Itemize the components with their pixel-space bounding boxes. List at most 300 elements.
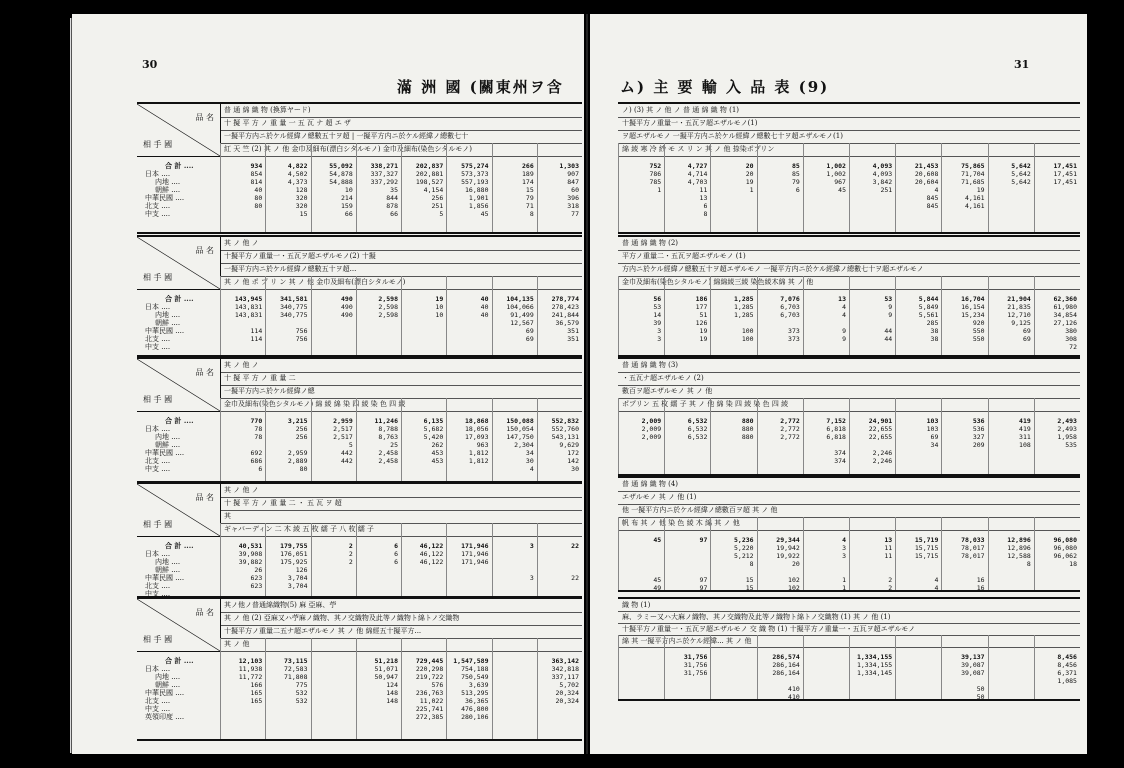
table-cell: 15 <box>299 210 308 218</box>
table-cell: 30 <box>525 457 534 465</box>
table-row-label: 内地 .... <box>155 558 181 566</box>
table-cell <box>849 685 892 693</box>
table-cell: 15 <box>745 576 754 584</box>
table-cell: 2,772 <box>780 425 800 433</box>
table-cell: 8,788 <box>378 425 398 433</box>
table-cell <box>941 210 984 218</box>
table-cell: 351 <box>567 335 579 343</box>
table-cell: 102 <box>788 576 800 584</box>
table-cell: 85 <box>791 162 800 170</box>
table-value-column <box>895 536 938 592</box>
table-cell <box>895 685 938 693</box>
table-value-column <box>803 653 846 709</box>
table-cell: 692 <box>250 449 263 457</box>
table-value-column <box>537 295 579 351</box>
table-cell: 143,831 <box>234 303 263 311</box>
table-cell: 2,009 <box>641 433 662 441</box>
table-cell <box>757 319 800 327</box>
table-cell: 2,959 <box>287 449 308 457</box>
table-value-column <box>710 417 753 473</box>
table-row-label: 朝鮮 .... <box>155 441 181 449</box>
table-cell: 36,365 <box>465 697 489 705</box>
table-cell: 1,285 <box>734 303 754 311</box>
table-cell <box>356 705 398 713</box>
table-value-column <box>849 653 892 709</box>
table-cell: 13 <box>884 536 893 544</box>
table-cell: 150,088 <box>506 417 534 425</box>
table-cell <box>446 465 488 473</box>
table-cell <box>618 685 661 693</box>
table-cell <box>492 657 534 665</box>
table-cell: 12,567 <box>510 319 534 327</box>
table-cell <box>664 677 707 685</box>
table-cell: 7,152 <box>826 417 846 425</box>
table-row-label: 日本 .... <box>145 550 171 558</box>
table-cell <box>895 449 938 457</box>
table-cell: 5,642 <box>1011 178 1031 186</box>
table-value-column <box>265 417 307 473</box>
table-value-column <box>803 417 846 473</box>
table-cell: 410 <box>788 693 800 701</box>
table-cell <box>803 685 846 693</box>
table-cell: 256 <box>295 433 308 441</box>
table-cell <box>988 701 1031 709</box>
table-cell <box>664 560 707 568</box>
table-cell: 262 <box>431 441 444 449</box>
table-cell: 2,772 <box>780 417 800 425</box>
table-cell <box>803 194 846 202</box>
table-cell: 341,581 <box>280 295 308 303</box>
table-cell: 374 <box>834 457 846 465</box>
table-value-column <box>446 542 488 598</box>
table-cell: 17,451 <box>1053 170 1077 178</box>
table-cell <box>401 335 443 343</box>
table-cell: 3,215 <box>287 417 308 425</box>
table-cell: 6 <box>258 465 263 473</box>
table-cell: 20,604 <box>914 178 939 186</box>
table-cell: 19 <box>699 327 708 335</box>
table-cell <box>356 327 398 335</box>
table-cell: 6,703 <box>780 311 800 319</box>
table-header-row <box>618 478 1080 492</box>
table-header-row <box>618 372 1080 386</box>
table-value-column <box>895 417 938 473</box>
table-cell <box>803 441 846 449</box>
table-cell: 179,755 <box>280 542 308 550</box>
table-cell <box>988 465 1031 473</box>
table-cell <box>941 560 984 568</box>
table-cell: 78 <box>254 425 263 433</box>
left-table-5 <box>137 597 582 741</box>
table-cell: 11,022 <box>419 697 444 705</box>
table-cell: 142 <box>567 457 579 465</box>
table-cell: 165 <box>250 697 263 705</box>
table-row-label: 中華民國 .... <box>145 194 185 202</box>
table-cell: 45 <box>838 186 846 194</box>
table-cell <box>446 582 488 590</box>
table-row-labels <box>137 542 220 598</box>
table-value-column <box>618 536 661 592</box>
table-cell <box>710 202 753 210</box>
table-cell <box>311 319 353 327</box>
table-cell <box>757 701 800 709</box>
table-cell: 27,126 <box>1053 319 1077 327</box>
table-cell: 967 <box>834 178 846 186</box>
table-value-column <box>988 295 1031 351</box>
table-cell <box>446 566 488 574</box>
table-cell: 2 <box>888 576 893 584</box>
table-cell: 126 <box>695 319 708 327</box>
table-cell: 6,818 <box>826 433 846 441</box>
table-cell: 17,093 <box>465 433 489 441</box>
table-cell <box>803 210 846 218</box>
table-cell: 96,062 <box>1053 552 1077 560</box>
table-value-column <box>311 542 353 598</box>
table-cell <box>710 457 753 465</box>
table-cell <box>803 661 846 669</box>
table-cell <box>895 669 938 677</box>
table-cell: 171,946 <box>461 550 489 558</box>
table-header-text: 其 ノ 他 <box>224 640 250 648</box>
table-header-row <box>618 359 1080 373</box>
table-cell: 51,071 <box>374 665 398 673</box>
table-cell <box>988 693 1031 701</box>
table-cell: 61,980 <box>1053 303 1077 311</box>
table-cell: 14 <box>653 311 662 319</box>
table-cell: 177 <box>695 303 708 311</box>
table-cell: 373 <box>788 335 800 343</box>
table-value-column <box>220 417 262 473</box>
table-value-column <box>664 536 707 592</box>
table-value-column <box>757 536 800 592</box>
table-cell <box>311 705 353 713</box>
table-value-column <box>988 653 1031 709</box>
table-header-text: 其 ノ 他 ノ <box>224 239 259 247</box>
table-cell: 71,704 <box>961 170 985 178</box>
table-cell: 308 <box>1065 335 1077 343</box>
table-cell: 20 <box>745 170 754 178</box>
table-header-text: 其 <box>224 512 231 520</box>
table-cell: 39,087 <box>961 661 985 669</box>
table-cell: 100 <box>741 335 754 343</box>
table-cell: 1,085 <box>1057 677 1077 685</box>
table-cell: 490 <box>341 311 353 319</box>
table-header-text: 十擬平方ノ重量二五ナ超エザルモノ 其 ノ 他 綿經五十擬平方... <box>224 627 422 635</box>
table-cell <box>710 210 753 218</box>
table-cell: 15,719 <box>914 536 939 544</box>
table-value-column <box>220 542 262 598</box>
table-cell <box>492 673 534 681</box>
table-cell: 54,888 <box>329 178 353 186</box>
table-cell: 96,080 <box>1053 544 1077 552</box>
table-cell: 143,945 <box>234 295 263 303</box>
table-header-text: 十擬平方ノ重量一・五瓦ヲ超エザルモノ(2) 十擬 <box>224 252 376 260</box>
table-value-column <box>492 417 534 473</box>
table-cell: 686 <box>250 457 263 465</box>
table-cell: 550 <box>972 327 985 335</box>
table-cell <box>537 558 579 566</box>
table-header-row <box>220 359 582 373</box>
table-cell: 38 <box>930 327 939 335</box>
table-cell <box>220 705 262 713</box>
table-cell <box>492 697 534 705</box>
table-value-column <box>311 162 353 218</box>
table-value-column <box>664 162 707 218</box>
table-cell: 18,868 <box>465 417 489 425</box>
table-row-label: 北支 .... <box>145 202 171 210</box>
table-cell <box>895 343 938 351</box>
table-row-label: 合 計 .... <box>165 161 194 170</box>
table-cell <box>895 210 938 218</box>
corner-country-label: 相 手 國 <box>143 520 173 529</box>
table-cell: 3 <box>657 327 662 335</box>
table-cell <box>710 653 753 661</box>
table-header-text: 方内ニ於ケル經緯ノ總數五十ヲ超エザルモノ 一擬平方内ニ於ケル經緯ノ總數七十ヲ超エザルモノ <box>622 265 924 273</box>
table-cell: 6 <box>394 558 398 566</box>
table-cell: 2,598 <box>378 311 398 319</box>
table-header-text: 十擬平方ノ重量一・五瓦ヲ超エザルモノ(1) <box>622 119 758 127</box>
table-cell: 5,561 <box>918 311 939 319</box>
table-cell <box>895 661 938 669</box>
corner-item-label: 品 名 <box>195 368 214 377</box>
table-cell: 786 <box>649 170 662 178</box>
corner-item-label: 品 名 <box>195 113 214 122</box>
table-cell: 20,608 <box>914 170 939 178</box>
table-value-column <box>757 162 800 218</box>
table-cell: 2,304 <box>514 441 534 449</box>
table-header-text: 織 物 (1) <box>622 601 651 609</box>
table-header-text: 平方ノ重量二・五瓦ヲ超エザルモノ (1) <box>622 252 746 260</box>
table-corner-cell <box>137 484 221 536</box>
table-cell <box>895 560 938 568</box>
right-page <box>590 14 1087 754</box>
table-cell: 5,844 <box>918 295 939 303</box>
table-cell <box>664 693 707 701</box>
table-header-text: 普 通 綿 織 物 (3) <box>622 361 679 369</box>
table-cell: 5,236 <box>734 536 754 544</box>
table-cell <box>618 560 661 568</box>
table-cell: 8 <box>749 560 754 568</box>
table-value-column <box>710 536 753 592</box>
table-cell: 5,220 <box>734 544 754 552</box>
table-value-column <box>941 536 984 592</box>
table-row-label: 中支 .... <box>145 210 171 218</box>
table-value-column <box>988 417 1031 473</box>
table-cell: 750,549 <box>461 673 489 681</box>
table-cell: 26 <box>254 566 263 574</box>
table-cell: 25 <box>390 441 398 449</box>
table-value-column <box>220 162 262 218</box>
table-cell: 2,598 <box>378 303 398 311</box>
table-cell <box>492 582 534 590</box>
table-cell <box>401 566 443 574</box>
table-row-label: 日本 .... <box>145 303 171 311</box>
table-cell <box>664 449 707 457</box>
table-cell: 1 <box>842 576 846 584</box>
left-page-heading: 滿 洲 國 (關東州ヲ含 <box>397 78 564 96</box>
table-cell: 56 <box>653 295 662 303</box>
table-cell: 53 <box>653 303 662 311</box>
table-cell: 16,154 <box>961 303 985 311</box>
table-cell <box>1034 194 1077 202</box>
table-cell <box>356 582 398 590</box>
table-cell: 442 <box>341 457 353 465</box>
table-cell: 337,327 <box>370 170 398 178</box>
table-header-text: 其 ノ 他 ノ <box>224 361 259 369</box>
table-cell <box>895 653 938 661</box>
table-row-label: 朝鮮 .... <box>155 566 181 574</box>
table-cell: 490 <box>341 303 353 311</box>
table-row-label: 日本 .... <box>145 425 171 433</box>
table-cell: 1,958 <box>1057 433 1077 441</box>
table-cell: 31,756 <box>683 661 708 669</box>
table-cell: 31,756 <box>683 669 708 677</box>
table-cell <box>492 558 534 566</box>
table-cell: 1,334,155 <box>856 653 893 661</box>
table-cell: 756 <box>295 327 308 335</box>
table-cell: 6,703 <box>780 303 800 311</box>
table-cell: 272,385 <box>415 713 444 721</box>
table-cell <box>1034 701 1077 709</box>
table-cell <box>401 319 443 327</box>
table-cell <box>710 319 753 327</box>
table-cell: 573,373 <box>461 170 489 178</box>
table-cell: 785 <box>649 178 662 186</box>
table-cell: 4 <box>529 465 534 473</box>
table-cell: 845 <box>926 194 939 202</box>
table-value-column <box>311 657 353 713</box>
table-cell <box>311 566 353 574</box>
table-cell <box>803 343 846 351</box>
table-cell: 189 <box>522 170 534 178</box>
table-cell: 114 <box>250 335 263 343</box>
table-cell: 490 <box>341 295 353 303</box>
table-cell: 623 <box>250 574 263 582</box>
table-cell: 342,818 <box>551 665 579 673</box>
table-cell: 22,655 <box>868 425 893 433</box>
table-cell: 1,285 <box>734 295 754 303</box>
table-cell: 104,135 <box>506 295 534 303</box>
table-cell: 3 <box>657 335 662 343</box>
table-header-row <box>618 504 1080 518</box>
table-cell: 1,901 <box>468 194 489 202</box>
table-cell: 3 <box>842 552 846 560</box>
table-cell: 4 <box>934 576 939 584</box>
table-cell <box>1034 685 1077 693</box>
table-header-text: 數百ヲ超エザルモノ 其 ノ 他 <box>622 387 713 395</box>
table-cell: 6 <box>795 186 800 194</box>
table-cell <box>849 202 892 210</box>
table-cell <box>664 544 707 552</box>
table-cell: 80 <box>299 465 308 473</box>
table-cell: 373 <box>788 327 800 335</box>
table-cell: 22 <box>571 574 579 582</box>
table-cell: 18 <box>1069 560 1077 568</box>
right-table-2 <box>618 235 1080 357</box>
table-value-column <box>311 295 353 351</box>
table-cell <box>941 449 984 457</box>
table-row-label: 中華民國 .... <box>145 574 185 582</box>
table-cell: 69 <box>930 433 939 441</box>
table-value-column <box>803 295 846 351</box>
table-cell <box>356 319 398 327</box>
table-cell: 72,583 <box>284 665 308 673</box>
table-cell: 66 <box>390 210 398 218</box>
table-row-label: 朝鮮 .... <box>155 681 181 689</box>
table-value-column <box>356 657 398 713</box>
table-cell: 2 <box>888 584 893 592</box>
table-cell <box>803 701 846 709</box>
table-header-text: 一擬平方内ニ於ケル經緯ノ總數五十ヲ超 | 一擬平方内ニ於ケル經緯ノ總數七十 <box>224 132 469 140</box>
table-cell <box>356 574 398 582</box>
table-header-text: 麻、ラミー又ハ大麻ノ織物、其ノ交織物及此等ノ織物ト綿トノ交織物 (1) 其 ノ 他 (1) <box>622 613 891 621</box>
table-cell <box>1034 449 1077 457</box>
table-value-column <box>618 295 661 351</box>
table-cell <box>803 693 846 701</box>
table-cell: 20,324 <box>555 697 579 705</box>
table-cell: 278,774 <box>551 295 579 303</box>
table-cell: 729,445 <box>415 657 444 665</box>
table-cell: 2,458 <box>378 449 398 457</box>
table-cell <box>849 441 892 449</box>
table-cell <box>618 465 661 473</box>
table-value-column <box>941 653 984 709</box>
table-header-text: 其 ノ 他 ポ プ リ ン 其 ノ 他 金巾及細布(漂白シタルモノ) <box>224 278 406 286</box>
table-cell <box>1034 186 1077 194</box>
table-row-labels <box>137 295 220 351</box>
table-row-label: 英領印度 .... <box>145 713 185 721</box>
table-cell <box>895 701 938 709</box>
table-cell: 11 <box>884 552 893 560</box>
table-value-column <box>618 653 661 709</box>
table-row-label: 北支 .... <box>145 582 171 590</box>
table-value-column <box>356 417 398 473</box>
table-cell: 11,772 <box>238 673 263 681</box>
table-cell: 9,125 <box>1011 319 1031 327</box>
table-value-column <box>803 162 846 218</box>
table-cell <box>895 465 938 473</box>
table-cell: 4,727 <box>687 162 708 170</box>
table-header-text: 一擬平方内ニ於ケル經緯ノ總 <box>224 387 315 395</box>
table-header-row <box>618 250 1080 264</box>
table-cell: 2,009 <box>641 417 662 425</box>
left-page-number: 30 <box>142 58 158 71</box>
table-cell <box>664 685 707 693</box>
table-cell: 4 <box>934 186 939 194</box>
table-cell <box>446 327 488 335</box>
table-cell: 5,849 <box>918 303 939 311</box>
table-cell <box>618 449 661 457</box>
table-cell: 176,051 <box>280 550 308 558</box>
table-cell: 532 <box>295 689 308 697</box>
table-cell: 380 <box>1065 327 1077 335</box>
table-cell: 854 <box>250 170 263 178</box>
table-cell: 16 <box>976 584 985 592</box>
table-value-column <box>492 162 534 218</box>
table-cell: 159 <box>341 202 353 210</box>
table-cell: 963 <box>476 441 489 449</box>
table-header-text: 普 通 綿 織 物 (4) <box>622 480 679 488</box>
table-header-text: ノ) (3) 其 ノ 他 ノ 普 通 綿 織 物 (1) <box>622 106 740 114</box>
table-cell: 320 <box>295 194 308 202</box>
table-row-label: 合 計 .... <box>165 416 194 425</box>
table-cell: 1,285 <box>734 311 754 319</box>
table-cell <box>988 343 1031 351</box>
table-cell <box>311 327 353 335</box>
table-header-text: 一擬平方内ニ於ケル經緯ノ總數五十ヲ超... <box>224 265 357 273</box>
table-cell: 1 <box>657 186 662 194</box>
scan-border <box>0 0 70 768</box>
